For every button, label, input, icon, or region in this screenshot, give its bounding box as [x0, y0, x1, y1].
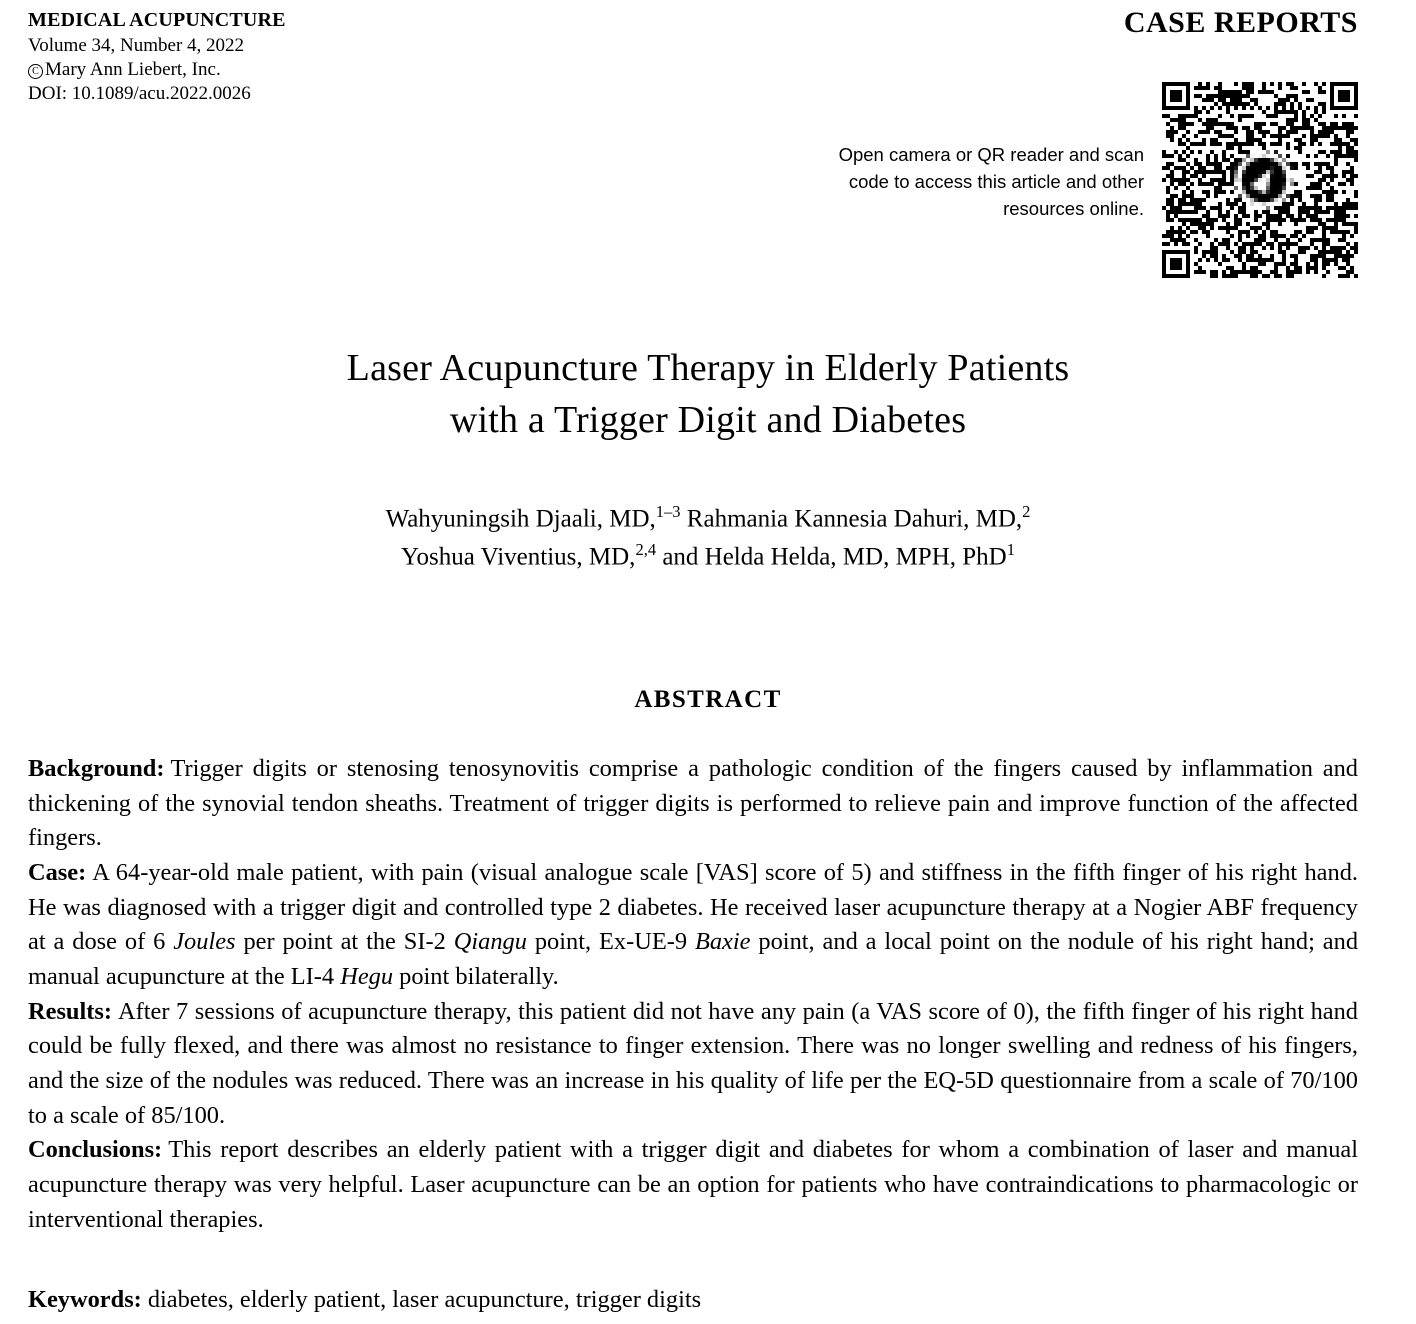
abstract-results-text: After 7 sessions of acupuncture therapy, this patient did not have any pain (a VAS score of 0), the fifth finger of his right hand could be fully flexed, and there was almost no resistance to finger extension. There was no longer swelling and redness of his fingers, and the size of the nodules was reduced. There was an increase in his quality of life per the EQ-5D questionnaire from a scale of 70/100 to a scale of 85/100.: [28, 997, 1358, 1129]
abstract-background-text: Trigger digits or stenosing tenosynovitis comprise a pathologic condition of the fingers caused by inflammation and thickening of the synovial tendon sheaths. Treatment of trigger digits is performed to relieve pain and improve function of the affected fingers.: [28, 755, 1358, 852]
author-name-1: Wahyuningsih Djaali, MD,: [385, 505, 656, 533]
copyright-icon: C: [28, 64, 43, 79]
author-name-4: and Helda Helda, MD, MPH, PhD: [656, 543, 1007, 571]
author-affil-4: 1: [1006, 539, 1015, 559]
qr-instructions: Open camera or QR reader and scan code to access this article and other resources online.: [838, 144, 1144, 219]
qr-code-canvas[interactable]: [1162, 82, 1358, 278]
author-line-2: [158, 538, 1258, 576]
keywords-text: diabetes, elderly patient, laser acupuncture, trigger digits: [147, 1286, 702, 1313]
author-list: [158, 500, 1258, 576]
journal-publisher: [28, 58, 286, 82]
abstract-case-text-4: point, and a local point on the nodule of his right hand; and manual acupuncture at the LI-4: [28, 928, 1359, 990]
abstract-case-italic-2: Qiangu: [453, 928, 527, 956]
abstract-case-italic-4: Hegu: [340, 962, 394, 990]
abstract-conclusions-label: Conclusions:: [28, 1136, 163, 1164]
abstract-conclusions-text: This report describes an elderly patient with a trigger digit and diabetes for whom a combination of laser and manual acupuncture therapy was very helpful. Laser acupuncture can be an option for patients who have contraindications to pharmacologic or interventional therapies.: [28, 1136, 1358, 1233]
keywords: [28, 1283, 1358, 1317]
abstract-case-text-1: A 64-year-old male patient, with pain (visual analogue scale [VAS] score of 5) and stiffness in the fifth finger of his right hand. He was diagnosed with a trigger digit and controlled type 2 diabetes. He received laser acupuncture therapy at a Nogier ABF frequency at a dose of 6: [28, 858, 1358, 956]
article-doi: DOI: 10.1089/acu.2022.0026: [28, 83, 251, 105]
abstract-background-label: Background:: [28, 755, 165, 782]
abstract-case-italic-3: Baxie: [694, 928, 751, 956]
abstract-background: [28, 752, 1358, 856]
abstract-case-text-3: point, Ex-UE-9: [526, 928, 695, 956]
abstract-case-text-5: point bilaterally.: [393, 962, 559, 990]
author-affil-3: 2,4: [635, 539, 657, 559]
journal-name: MEDICAL ACUPUNCTURE: [28, 9, 286, 31]
abstract-case-label: Case:: [28, 858, 87, 886]
qr-code[interactable]: [1162, 82, 1358, 278]
abstract-body: [28, 752, 1358, 1237]
publisher-name: Mary Ann Liebert, Inc.: [45, 58, 221, 80]
author-affil-2: 2: [1022, 502, 1031, 521]
abstract-results-label: Results:: [28, 997, 113, 1025]
author-line-1: [158, 500, 1258, 538]
page-title: [178, 343, 1238, 446]
author-name-2: Rahmania Kannesia Dahuri, MD,: [680, 505, 1023, 533]
journal-volume: Volume 34, Number 4, 2022: [28, 34, 245, 56]
title-line-1: Laser Acupuncture Therapy in Elderly Patients: [346, 347, 1070, 390]
section-kicker: CASE REPORTS: [1123, 6, 1358, 39]
title-line-2: with a Trigger Digit and Diabetes: [449, 399, 967, 442]
abstract-case-text-2: per point at the SI-2: [235, 928, 454, 956]
abstract-case-italic-1: Joules: [173, 928, 236, 956]
abstract-results: [28, 995, 1358, 1134]
abstract-case: [28, 856, 1358, 995]
journal-masthead: [28, 8, 286, 107]
author-affil-1: 1–3: [655, 502, 681, 521]
abstract-heading: ABSTRACT: [634, 686, 782, 713]
author-name-3: Yoshua Viventius, MD,: [401, 543, 636, 571]
abstract-conclusions: [28, 1133, 1358, 1237]
keywords-label: Keywords:: [28, 1286, 142, 1313]
